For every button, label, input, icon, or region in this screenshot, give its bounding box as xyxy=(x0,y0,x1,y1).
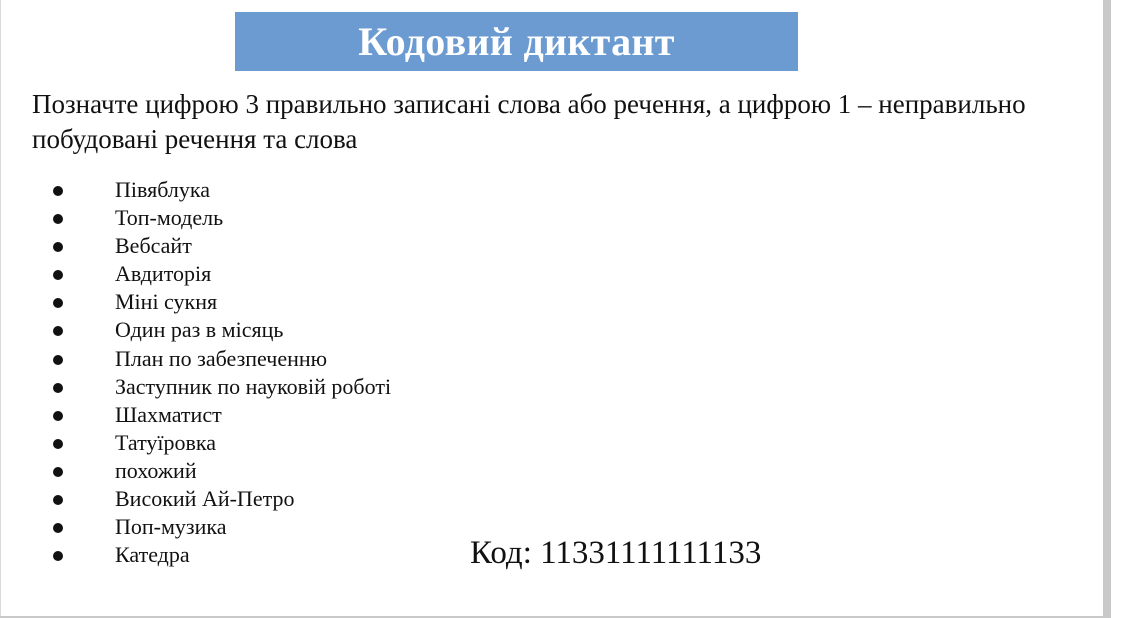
list-item xyxy=(0,316,391,344)
bullet-icon xyxy=(53,523,63,533)
list-item-label: похожий xyxy=(115,457,197,483)
slide-margin xyxy=(1111,0,1121,618)
bullet-icon xyxy=(53,326,63,336)
list-item-label: Поп-музика xyxy=(115,514,227,540)
bullet-icon xyxy=(53,551,63,561)
bullet-icon xyxy=(53,495,63,505)
list-item-label: План по забезпеченню xyxy=(115,345,328,371)
bullet-icon xyxy=(53,439,63,449)
list-item-label: Один раз в місяць xyxy=(115,317,284,343)
list-item-label: Татуїровка xyxy=(115,429,217,455)
list-item xyxy=(0,345,391,373)
slide-title: Кодовий диктант xyxy=(358,19,675,64)
list-item-label: Топ-модель xyxy=(115,205,224,231)
list-item xyxy=(0,401,391,429)
list-item xyxy=(0,429,391,457)
bullet-icon xyxy=(53,411,63,421)
answer-code: Код: 11331111111133 xyxy=(470,535,762,571)
bullet-icon xyxy=(53,270,63,280)
list-item-label: Вебсайт xyxy=(115,233,192,259)
slide-right-edge xyxy=(1103,0,1111,618)
bullet-icon xyxy=(53,383,63,393)
bullet-icon xyxy=(53,242,63,252)
list-item-label: Шахматист xyxy=(115,401,222,427)
word-list xyxy=(0,176,391,569)
list-item xyxy=(0,176,391,204)
bullet-icon xyxy=(53,467,63,477)
list-item-label: Катедра xyxy=(115,542,190,568)
list-item-label: Міні сукня xyxy=(115,289,218,315)
list-item xyxy=(0,232,391,260)
list-item xyxy=(0,260,391,288)
list-item-label: Високий Ай-Петро xyxy=(115,486,295,512)
bullet-icon xyxy=(53,186,63,196)
list-item-label: Півяблука xyxy=(115,177,210,202)
list-item xyxy=(0,204,391,232)
list-item xyxy=(0,288,391,316)
bullet-icon xyxy=(53,214,63,224)
list-item xyxy=(0,541,391,569)
title-banner xyxy=(235,12,798,71)
list-item xyxy=(0,485,391,513)
list-item-label: Авдиторія xyxy=(115,261,212,287)
list-item xyxy=(0,457,391,485)
bullet-icon xyxy=(53,355,63,365)
list-item-label: Заступник по науковій роботі xyxy=(115,373,392,399)
list-item xyxy=(0,373,391,401)
bullet-icon xyxy=(53,298,63,308)
list-item xyxy=(0,513,391,541)
instruction-text: Позначте цифрою 3 правильно записані слова або речення, а цифрою 1 – неправильно побудовані речення та слова xyxy=(32,89,1026,154)
